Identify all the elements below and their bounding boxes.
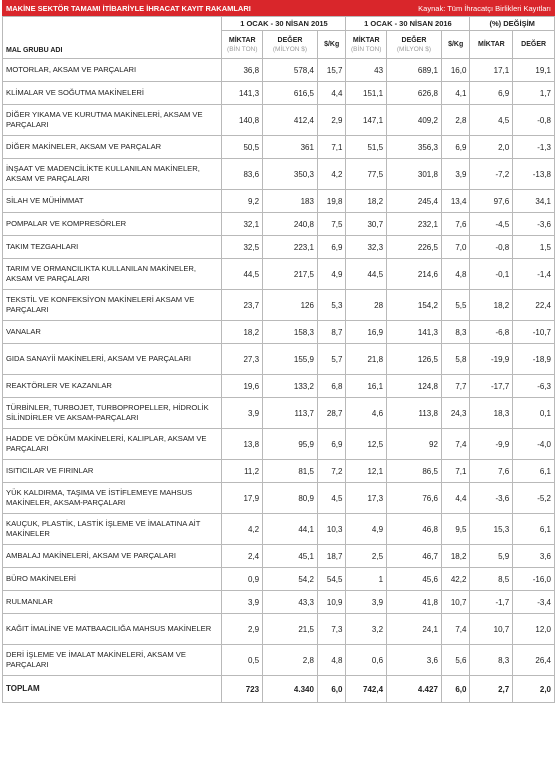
value-cell: 43,3 [263, 591, 318, 614]
value-cell: -3,6 [513, 213, 555, 236]
group-name-cell: BÜRO MAKİNELERİ [3, 568, 222, 591]
value-cell: 3,9 [441, 159, 470, 190]
value-cell: 46,8 [387, 514, 442, 545]
group-name-cell: MOTORLAR, AKSAM VE PARÇALARI [3, 59, 222, 82]
value-cell: 32,3 [346, 236, 387, 259]
value-cell: 28 [346, 290, 387, 321]
export-table [2, 16, 555, 703]
table-row [3, 614, 555, 645]
value-cell: 32,1 [222, 213, 263, 236]
value-cell: 44,5 [346, 259, 387, 290]
value-cell: 2,4 [222, 545, 263, 568]
value-cell: 301,8 [387, 159, 442, 190]
value-cell: 77,5 [346, 159, 387, 190]
group-name-cell: YÜK KALDIRMA, TAŞIMA VE İSTİFLEMEYE MAHSUS MAKİNELER, AKSAM-PARÇALARI [3, 483, 222, 514]
value-cell: -9,9 [470, 429, 513, 460]
value-cell: 7,0 [441, 236, 470, 259]
value-cell: 19,1 [513, 59, 555, 82]
value-cell: 1 [346, 568, 387, 591]
miktar-2015-header [222, 31, 263, 59]
value-cell: 155,9 [263, 344, 318, 375]
value-cell: 4,2 [317, 159, 346, 190]
value-cell: 17,3 [346, 483, 387, 514]
value-cell: 140,8 [222, 105, 263, 136]
total-value-cell: 4.427 [387, 676, 442, 703]
change-miktar-header: MİKTAR [470, 31, 513, 59]
value-cell: -4,5 [470, 213, 513, 236]
value-cell: 26,4 [513, 645, 555, 676]
value-cell: 6,1 [513, 460, 555, 483]
value-cell: 44,5 [222, 259, 263, 290]
value-cell: 151,1 [346, 82, 387, 105]
value-cell: 5,8 [441, 344, 470, 375]
value-cell: 4,2 [222, 514, 263, 545]
value-cell: 46,7 [387, 545, 442, 568]
value-cell: 5,6 [441, 645, 470, 676]
value-cell: 0,6 [346, 645, 387, 676]
value-cell: 4,9 [317, 259, 346, 290]
value-cell: 2,0 [470, 136, 513, 159]
value-cell: 27,3 [222, 344, 263, 375]
value-cell: 8,3 [441, 321, 470, 344]
value-cell: 13,4 [441, 190, 470, 213]
export-table-panel [2, 0, 555, 703]
value-cell: 34,1 [513, 190, 555, 213]
table-row [3, 321, 555, 344]
value-cell: 183 [263, 190, 318, 213]
value-cell: 113,8 [387, 398, 442, 429]
value-cell: -4,0 [513, 429, 555, 460]
miktar-unit: (BİN TON) [227, 45, 258, 53]
value-cell: 11,2 [222, 460, 263, 483]
value-cell: 4,5 [317, 483, 346, 514]
value-cell: 356,3 [387, 136, 442, 159]
value-cell: 2,5 [346, 545, 387, 568]
value-cell: 3,2 [346, 614, 387, 645]
blank-header-cell [3, 17, 222, 31]
deger-unit: (MİLYON $) [396, 45, 432, 53]
group-name-cell: KLİMALAR VE SOĞUTMA MAKİNELERİ [3, 82, 222, 105]
value-cell: -13,8 [513, 159, 555, 190]
value-cell: 626,8 [387, 82, 442, 105]
value-cell: -3,4 [513, 591, 555, 614]
value-cell: 689,1 [387, 59, 442, 82]
value-cell: -0,8 [470, 236, 513, 259]
table-row [3, 568, 555, 591]
value-cell: 54,2 [263, 568, 318, 591]
value-cell: 141,3 [222, 82, 263, 105]
value-cell: 6,9 [470, 82, 513, 105]
value-cell: 16,1 [346, 375, 387, 398]
value-cell: 92 [387, 429, 442, 460]
group-name-cell: RULMANLAR [3, 591, 222, 614]
value-cell: -19,9 [470, 344, 513, 375]
value-cell: 232,1 [387, 213, 442, 236]
value-cell: 17,1 [470, 59, 513, 82]
miktar-label: MİKTAR [228, 36, 256, 44]
value-cell: 214,6 [387, 259, 442, 290]
group-name-cell: İNŞAAT VE MADENCİLİKTE KULLANILAN MAKİNELER, AKSAM VE PARÇALARI [3, 159, 222, 190]
value-cell: 126,5 [387, 344, 442, 375]
value-cell: -1,3 [513, 136, 555, 159]
title-bar [2, 0, 555, 16]
value-cell: 8,5 [470, 568, 513, 591]
value-cell: 16,0 [441, 59, 470, 82]
value-cell: 217,5 [263, 259, 318, 290]
value-cell: 126 [263, 290, 318, 321]
value-cell: 133,2 [263, 375, 318, 398]
table-row [3, 460, 555, 483]
value-cell: -7,2 [470, 159, 513, 190]
table-row [3, 429, 555, 460]
value-cell: 1,5 [513, 236, 555, 259]
value-cell: 124,8 [387, 375, 442, 398]
value-cell: 95,9 [263, 429, 318, 460]
deger-unit: (MİLYON $) [272, 45, 308, 53]
value-cell: 50,5 [222, 136, 263, 159]
table-row [3, 213, 555, 236]
group-name-cell: DİĞER YIKAMA VE KURUTMA MAKİNELERİ, AKSAM VE PARÇALARI [3, 105, 222, 136]
group-name-cell: KAĞIT İMALİNE VE MATBAACILIĞA MAHSUS MAKİNELER [3, 614, 222, 645]
value-cell: -0,8 [513, 105, 555, 136]
total-label: TOPLAM [3, 676, 222, 703]
value-cell: 23,7 [222, 290, 263, 321]
value-cell: 30,7 [346, 213, 387, 236]
value-cell: -10,7 [513, 321, 555, 344]
group-name-cell: GIDA SANAYİİ MAKİNELERİ, AKSAM VE PARÇALARI [3, 344, 222, 375]
group-name-cell: SİLAH VE MÜHİMMAT [3, 190, 222, 213]
deger-2016-header [387, 31, 442, 59]
value-cell: 141,3 [387, 321, 442, 344]
column-header-row [3, 31, 555, 59]
value-cell: -0,1 [470, 259, 513, 290]
value-cell: 15,3 [470, 514, 513, 545]
value-cell: 10,9 [317, 591, 346, 614]
group-name-cell: REAKTÖRLER VE KAZANLAR [3, 375, 222, 398]
group-name-cell: HADDE VE DÖKÜM MAKİNELERİ, KALIPLAR, AKSAM VE PARÇALARI [3, 429, 222, 460]
value-cell: 6,9 [441, 136, 470, 159]
group-name-cell: TÜRBİNLER, TURBOJET, TURBOPROPELLER, HİDROLİK SİLİNDİRLER VE AKSAM-PARÇALARI [3, 398, 222, 429]
value-cell: 7,6 [470, 460, 513, 483]
table-row [3, 105, 555, 136]
period-2015-header: 1 OCAK - 30 NİSAN 2015 [222, 17, 346, 31]
deger-label: DEĞER [401, 36, 427, 44]
value-cell: 4,4 [441, 483, 470, 514]
value-cell: 18,2 [441, 545, 470, 568]
value-cell: 245,4 [387, 190, 442, 213]
value-cell: 6,1 [513, 514, 555, 545]
value-cell: 412,4 [263, 105, 318, 136]
value-cell: 113,7 [263, 398, 318, 429]
value-cell: 17,9 [222, 483, 263, 514]
value-cell: 361 [263, 136, 318, 159]
value-cell: 3,9 [346, 591, 387, 614]
total-value-cell: 723 [222, 676, 263, 703]
value-cell: 41,8 [387, 591, 442, 614]
value-cell: 81,5 [263, 460, 318, 483]
period-2016-header: 1 OCAK - 30 NİSAN 2016 [346, 17, 470, 31]
value-cell: 24,3 [441, 398, 470, 429]
group-name-cell: TARIM VE ORMANCILIKTA KULLANILAN MAKİNELER, AKSAM VE PARÇALARI [3, 259, 222, 290]
value-cell: 54,5 [317, 568, 346, 591]
deger-2015-header [263, 31, 318, 59]
value-cell: 6,9 [317, 429, 346, 460]
value-cell: 6,9 [317, 236, 346, 259]
value-cell: 2,9 [317, 105, 346, 136]
value-cell: 616,5 [263, 82, 318, 105]
value-cell: 21,5 [263, 614, 318, 645]
value-cell: 7,1 [317, 136, 346, 159]
value-cell: 18,3 [470, 398, 513, 429]
value-cell: 97,6 [470, 190, 513, 213]
group-name-header: MAL GRUBU ADI [3, 31, 222, 59]
value-cell: -16,0 [513, 568, 555, 591]
value-cell: 6,8 [317, 375, 346, 398]
table-row [3, 398, 555, 429]
perkg-2015-header: $/Kg [317, 31, 346, 59]
value-cell: 80,9 [263, 483, 318, 514]
value-cell: -5,2 [513, 483, 555, 514]
value-cell: 7,4 [441, 614, 470, 645]
value-cell: -3,6 [470, 483, 513, 514]
value-cell: 45,1 [263, 545, 318, 568]
group-name-cell: TEKSTİL VE KONFEKSİYON MAKİNELERİ AKSAM VE PARÇALARI [3, 290, 222, 321]
group-name-cell: AMBALAJ MAKİNELERİ, AKSAM VE PARÇALARI [3, 545, 222, 568]
value-cell: 7,3 [317, 614, 346, 645]
value-cell: 10,7 [470, 614, 513, 645]
value-cell: 42,2 [441, 568, 470, 591]
value-cell: 578,4 [263, 59, 318, 82]
group-name-cell: VANALAR [3, 321, 222, 344]
value-cell: 8,3 [470, 645, 513, 676]
table-row [3, 59, 555, 82]
value-cell: 4,6 [346, 398, 387, 429]
value-cell: -1,7 [470, 591, 513, 614]
value-cell: 9,5 [441, 514, 470, 545]
table-row [3, 483, 555, 514]
table-row [3, 259, 555, 290]
value-cell: 4,1 [441, 82, 470, 105]
value-cell: 18,2 [470, 290, 513, 321]
value-cell: 83,6 [222, 159, 263, 190]
value-cell: -1,4 [513, 259, 555, 290]
table-row [3, 190, 555, 213]
value-cell: 350,3 [263, 159, 318, 190]
table-row [3, 375, 555, 398]
value-cell: 147,1 [346, 105, 387, 136]
deger-label: DEĞER [277, 36, 303, 44]
value-cell: 0,1 [513, 398, 555, 429]
value-cell: 15,7 [317, 59, 346, 82]
group-name-cell: ISITICILAR VE FIRINLAR [3, 460, 222, 483]
table-title: MAKİNE SEKTÖR TAMAMI İTİBARİYLE İHRACAT KAYIT RAKAMLARI [6, 3, 251, 13]
value-cell: 21,8 [346, 344, 387, 375]
value-cell: 240,8 [263, 213, 318, 236]
value-cell: 4,4 [317, 82, 346, 105]
value-cell: 43 [346, 59, 387, 82]
value-cell: 3,6 [513, 545, 555, 568]
value-cell: 16,9 [346, 321, 387, 344]
value-cell: 36,8 [222, 59, 263, 82]
period-header-row [3, 17, 555, 31]
value-cell: 76,6 [387, 483, 442, 514]
total-value-cell: 2,7 [470, 676, 513, 703]
value-cell: 154,2 [387, 290, 442, 321]
source-note: Kaynak: Tüm İhracatçı Birlikleri Kayıtları [418, 3, 551, 13]
value-cell: 409,2 [387, 105, 442, 136]
value-cell: 5,3 [317, 290, 346, 321]
value-cell: 12,0 [513, 614, 555, 645]
group-name-cell: KAUÇUK, PLASTİK, LASTİK İŞLEME VE İMALATINA AİT MAKİNELER [3, 514, 222, 545]
value-cell: 12,1 [346, 460, 387, 483]
group-name-cell: DERİ İŞLEME VE İMALAT MAKİNELERİ, AKSAM VE PARÇALARI [3, 645, 222, 676]
value-cell: 3,9 [222, 591, 263, 614]
value-cell: 86,5 [387, 460, 442, 483]
value-cell: -17,7 [470, 375, 513, 398]
value-cell: 12,5 [346, 429, 387, 460]
value-cell: -18,9 [513, 344, 555, 375]
value-cell: 18,2 [222, 321, 263, 344]
miktar-label: MİKTAR [352, 36, 380, 44]
value-cell: 7,7 [441, 375, 470, 398]
value-cell: 24,1 [387, 614, 442, 645]
value-cell: 7,5 [317, 213, 346, 236]
value-cell: 7,4 [441, 429, 470, 460]
total-value-cell: 2,0 [513, 676, 555, 703]
value-cell: 32,5 [222, 236, 263, 259]
value-cell: 226,5 [387, 236, 442, 259]
total-row [3, 676, 555, 703]
value-cell: 18,2 [346, 190, 387, 213]
value-cell: 51,5 [346, 136, 387, 159]
table-row [3, 645, 555, 676]
value-cell: 9,2 [222, 190, 263, 213]
table-row [3, 82, 555, 105]
table-row [3, 545, 555, 568]
value-cell: 5,5 [441, 290, 470, 321]
miktar-unit: (BİN TON) [351, 45, 382, 53]
value-cell: 19,6 [222, 375, 263, 398]
value-cell: -6,8 [470, 321, 513, 344]
value-cell: 4,8 [441, 259, 470, 290]
value-cell: 13,8 [222, 429, 263, 460]
table-row [3, 344, 555, 375]
perkg-2016-header: $/Kg [441, 31, 470, 59]
value-cell: 10,3 [317, 514, 346, 545]
value-cell: 28,7 [317, 398, 346, 429]
table-row [3, 136, 555, 159]
table-row [3, 514, 555, 545]
value-cell: 0,5 [222, 645, 263, 676]
table-row [3, 290, 555, 321]
total-value-cell: 742,4 [346, 676, 387, 703]
value-cell: 7,1 [441, 460, 470, 483]
change-header: (%) DEĞİŞİM [470, 17, 555, 31]
value-cell: 158,3 [263, 321, 318, 344]
value-cell: 7,2 [317, 460, 346, 483]
value-cell: 3,6 [387, 645, 442, 676]
value-cell: 22,4 [513, 290, 555, 321]
value-cell: 19,8 [317, 190, 346, 213]
table-row [3, 236, 555, 259]
change-deger-header: DEĞER [513, 31, 555, 59]
table-body [3, 59, 555, 703]
value-cell: 2,9 [222, 614, 263, 645]
value-cell: 3,9 [222, 398, 263, 429]
value-cell: 2,8 [263, 645, 318, 676]
value-cell: 5,9 [470, 545, 513, 568]
table-row [3, 591, 555, 614]
value-cell: 4,5 [470, 105, 513, 136]
value-cell: 18,7 [317, 545, 346, 568]
value-cell: 0,9 [222, 568, 263, 591]
value-cell: 4,8 [317, 645, 346, 676]
total-value-cell: 4.340 [263, 676, 318, 703]
value-cell: 44,1 [263, 514, 318, 545]
value-cell: 8,7 [317, 321, 346, 344]
value-cell: 2,8 [441, 105, 470, 136]
value-cell: -6,3 [513, 375, 555, 398]
value-cell: 4,9 [346, 514, 387, 545]
value-cell: 7,6 [441, 213, 470, 236]
total-value-cell: 6,0 [441, 676, 470, 703]
value-cell: 5,7 [317, 344, 346, 375]
group-name-cell: TAKIM TEZGAHLARI [3, 236, 222, 259]
value-cell: 1,7 [513, 82, 555, 105]
miktar-2016-header [346, 31, 387, 59]
group-name-cell: POMPALAR VE KOMPRESÖRLER [3, 213, 222, 236]
total-value-cell: 6,0 [317, 676, 346, 703]
value-cell: 45,6 [387, 568, 442, 591]
group-name-cell: DİĞER MAKİNELER, AKSAM VE PARÇALAR [3, 136, 222, 159]
table-row [3, 159, 555, 190]
value-cell: 10,7 [441, 591, 470, 614]
value-cell: 223,1 [263, 236, 318, 259]
